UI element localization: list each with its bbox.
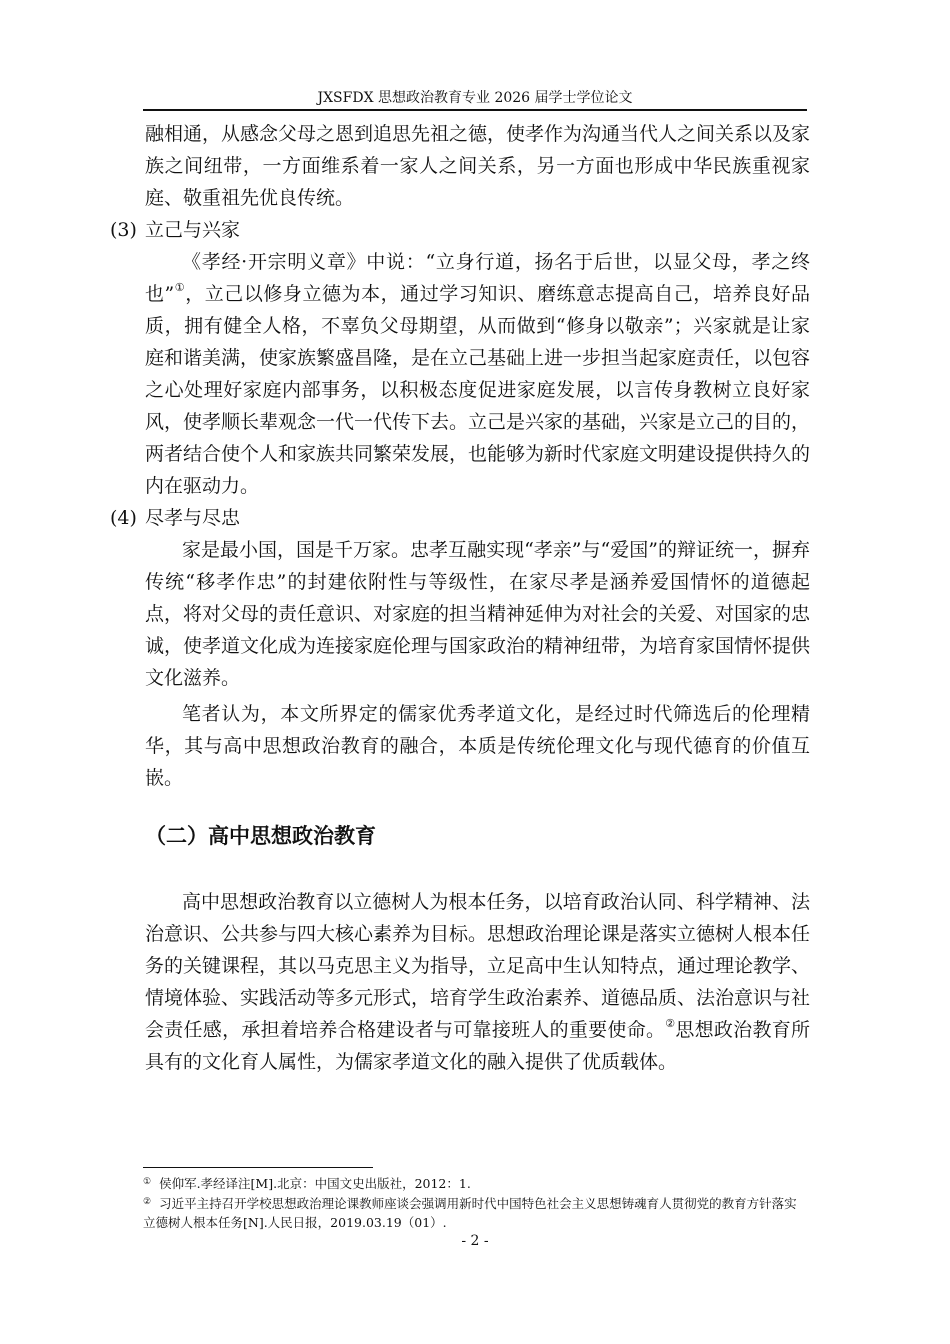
- paragraph-high-school-education: [110, 886, 810, 1078]
- paragraph-text: 高中思想政治教育以立德树人为根本任务，以培育政治认同、科学精神、法治意识、公共参与四大核心素养为目标。思想政治理论课是落实立德树人根本任务的关键课程，其以马克思主义为指导，立足高中生认知特点，通过理论教学、情境体验、实践活动等多元形式，培育学生政治素养、道德品质、法治意识与社会责任感，承担着培养合格建设者与可靠接班人的重要使命。: [145, 891, 811, 1041]
- footnote-ref-1[interactable]: ①: [174, 281, 186, 294]
- paragraph-text: 《孝经·开宗明义章》中说：“立身行道，扬名于后世，以显父母，孝之终也”: [145, 251, 810, 305]
- footnote-2: [143, 1193, 808, 1232]
- item-title: 尽孝与尽忠: [145, 507, 241, 529]
- item-heading-3: [110, 214, 810, 246]
- item-number: (4): [110, 507, 137, 529]
- paragraph-liji-xingjia: [110, 246, 810, 502]
- paragraph-text: 思想政治教育所具有的文化育人属性，为儒家孝道文化的融入提供了优质载体。: [145, 1019, 810, 1073]
- footnotes: [143, 1173, 808, 1232]
- footnote-text: 侯仰军.孝经译注[M].北京：中国文史出版社，2012：1.: [159, 1176, 471, 1191]
- footnote-separator: [143, 1167, 373, 1168]
- main-text: [110, 118, 810, 1078]
- footnote-1: [143, 1173, 808, 1193]
- item-heading-4: [110, 502, 810, 534]
- footnote-mark: ①: [143, 1177, 152, 1187]
- paragraph-continued: 融相通，从感念父母之恩到追思先祖之德，使孝作为沟通当代人之间关系以及家族之间纽带，一方面维系着一家人之间关系，另一方面也形成中华民族重视家庭、敬重祖先优良传统。: [145, 123, 811, 209]
- page-number: - 2 -: [461, 1233, 489, 1249]
- item-number: (3): [110, 219, 137, 241]
- paragraph-author-view: 笔者认为，本文所界定的儒家优秀孝道文化，是经过时代筛选后的伦理精华，其与高中思想政治教育的融合，本质是传统伦理文化与现代德育的价值互嵌。: [145, 703, 810, 789]
- item-title: 立己与兴家: [145, 219, 241, 241]
- running-header: JXSFDX 思想政治教育专业 2026 届学士学位论文: [317, 90, 633, 106]
- footnote-text: 习近平主持召开学校思想政治理论课教师座谈会强调用新时代中国特色社会主义思想铸魂育人贯彻党的教育方针落实立德树人根本任务[N].人民日报，2019.03.19（01）.: [143, 1196, 797, 1230]
- footnote-mark: ②: [143, 1197, 152, 1207]
- paragraph-text: ，立己以修身立德为本，通过学习知识、磨练意志提高自己，培养良好品质，拥有健全人格，不辜负父母期望，从而做到“修身以敬亲”；兴家就是让家庭和谐美满，使家族繁盛昌隆，是在立己基础上进一步担当起家庭责任，以包容之心处理好家庭内部事务，以积极态度促进家庭发展，以言传身教树立良好家风，使孝顺长辈观念一代一代传下去。立己是兴家的基础，兴家是立己的目的，两者结合使个人和家族共同繁荣发展，也能够为新时代家庭文明建设提供持久的内在驱动力。: [145, 283, 811, 497]
- section-heading: （二）高中思想政治教育: [145, 824, 376, 848]
- footnote-ref-2[interactable]: ②: [665, 1017, 676, 1030]
- paragraph-jinxiao-jinzhong: 家是最小国，国是千万家。忠孝互融实现“孝亲”与“爱国”的辩证统一，摒弃传统“移孝作忠”的封建依附性与等级性，在家尽孝是涵养爱国情怀的道德起点，将对父母的责任意识、对家庭的担当精神延伸为对社会的关爱、对国家的忠诚，使孝道文化成为连接家庭伦理与国家政治的精神纽带，为培育家国情怀提供文化滋养。: [145, 539, 811, 689]
- header-rule: [143, 109, 807, 111]
